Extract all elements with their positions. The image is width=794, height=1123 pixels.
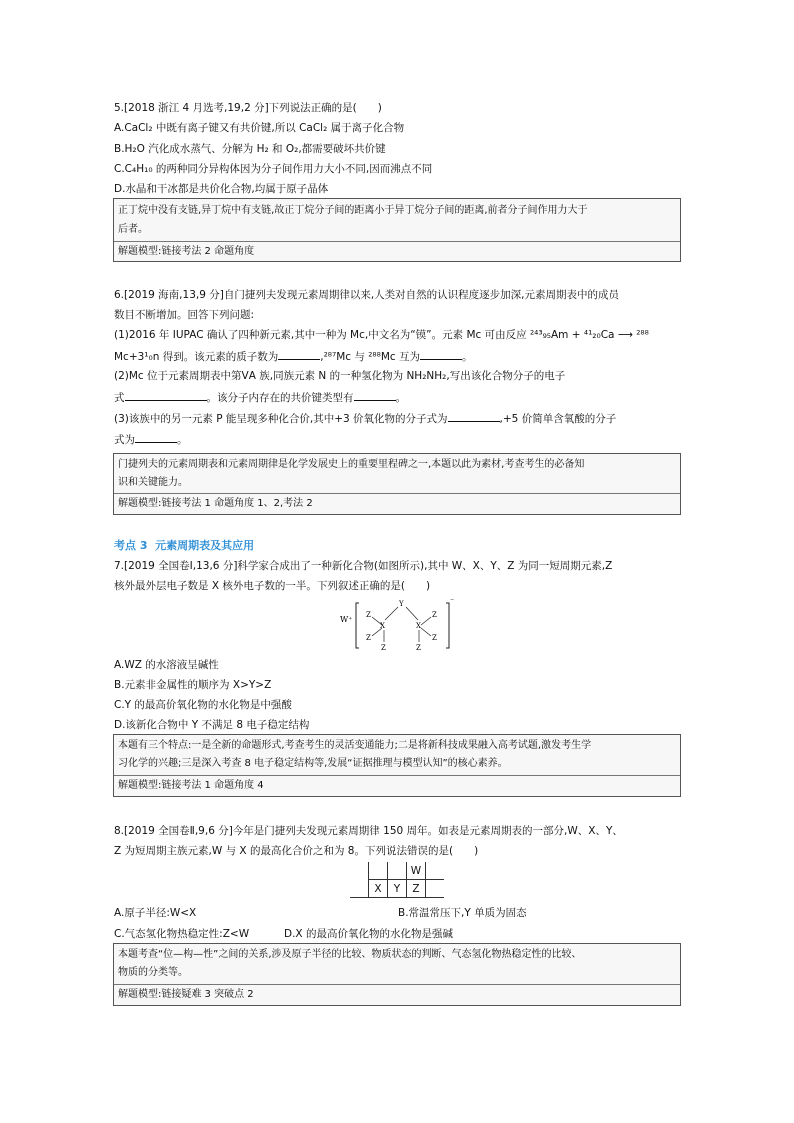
q6-part3-line1	[114, 411, 616, 426]
q6-stem-line1: 6.[2019 海南,13,9 分]自门捷列夫发现元素周期律以来,人类对自然的认识程度逐步加深,元素周期表中的成员	[114, 289, 619, 301]
atom-x: X	[380, 622, 385, 630]
q5-model: 解题模型:链接考法 2 命题角度	[118, 246, 255, 257]
q8-analysis-line2: 物质的分类等。	[118, 967, 188, 978]
atom-z: Z	[366, 634, 371, 642]
q5-option-a: A.CaCl₂ 中既有离子键又有共价键,所以 CaCl₂ 属于离子化合物	[114, 122, 405, 134]
q5-option-b: B.H₂O 汽化成水蒸气、分解为 H₂ 和 O₂,都需要破坏共价键	[114, 143, 386, 155]
atom-y: Y	[399, 600, 404, 608]
q6-model: 解题模型:链接考法 1 命题角度 1、2,考法 2	[118, 498, 313, 509]
q7-analysis-line2: 习化学的兴趣;三是深入考查 8 电子稳定结构等,发展“证据推理与模型认知”的核心素养。	[118, 758, 508, 769]
q6-part1-line2	[114, 349, 473, 364]
table-cell	[350, 862, 369, 880]
answer-blank[interactable]	[420, 349, 462, 360]
q8-stem-line2: Z 为短周期主族元素,W 与 X 的最高化合价之和为 8。下列说法错误的是( )	[114, 845, 479, 857]
periodic-table-fragment	[350, 862, 444, 898]
struct-w-cation: W⁺	[340, 615, 353, 624]
q8-option-c: C.气态氢化物热稳定性:Z<W	[114, 928, 250, 940]
atom-z: Z	[432, 634, 437, 642]
q7-option-a: A.WZ 的水溶液呈碱性	[114, 659, 219, 671]
q6-part1-line1: (1)2016 年 IUPAC 确认了四种新元素,其中一种为 Mc,中文名为“镆”。元素 Mc 可由反应 ²⁴³₉₅Am + ⁴¹₂₀Ca ⟶ ²⁸⁸	[114, 329, 649, 341]
q7-analysis-box	[113, 734, 681, 797]
q6-part1-text-c: 。	[462, 351, 473, 363]
table-row	[350, 862, 444, 880]
q7-option-b: B.元素非金属性的顺序为 X>Y>Z	[114, 679, 272, 691]
q6-part1-text-a: Mc+3¹₀n 得到。该元素的质子数为	[114, 351, 279, 363]
q5-analysis-line1: 正丁烷中没有支链,异丁烷中有支链,故正丁烷分子间的距离小于异丁烷分子间的距离,前者分子间作用力大于	[118, 205, 588, 216]
table-cell-z: Z	[407, 880, 426, 898]
atom-x: X	[416, 622, 421, 630]
right-bracket	[446, 603, 449, 648]
table-cell-x: X	[369, 880, 388, 898]
q5-stem: 5.[2018 浙江 4 月选考,19,2 分]下列说法正确的是( )	[114, 102, 382, 114]
q8-stem-line1: 8.[2019 全国卷Ⅱ,9,6 分]今年是门捷列夫发现元素周期律 150 周年。如表是元素周期表的一部分,W、X、Y、	[114, 825, 623, 837]
q6-analysis-box	[113, 453, 681, 515]
table-cell	[369, 862, 388, 880]
left-bracket	[356, 603, 359, 648]
q7-option-c: C.Y 的最高价氧化物的水化物是中强酸	[114, 699, 292, 711]
table-cell-w: W	[407, 862, 426, 880]
divider	[114, 241, 680, 242]
table-cell	[426, 880, 445, 898]
answer-blank[interactable]	[135, 432, 177, 443]
q6-part3-text-d: 。	[177, 434, 188, 446]
divider	[114, 984, 680, 985]
q6-analysis-line2: 识和关键能力。	[118, 477, 188, 488]
compound-structure-diagram	[340, 598, 456, 654]
q8-model: 解题模型:链接疑难 3 突破点 2	[118, 989, 254, 1000]
section-label: 考点 3	[114, 539, 148, 552]
q6-part2-text-c: 。	[395, 392, 406, 404]
section-heading	[114, 537, 254, 553]
q5-option-c: C.C₄H₁₀ 的两种同分异构体因为分子间作用力大小不同,因而沸点不同	[114, 163, 433, 175]
table-cell	[350, 880, 369, 898]
q7-stem-line1: 7.[2019 全国卷Ⅰ,13,6 分]科学家合成出了一种新化合物(如图所示),其中 W、X、Y、Z 为同一短周期元素,Z	[114, 560, 613, 572]
q6-stem-line2: 数目不断增加。回答下列问题:	[114, 309, 255, 321]
q7-analysis-line1: 本题有三个特点:一是全新的命题形式,考查考生的灵活变通能力;二是将新科技成果融入高考试题,激发考生学	[118, 740, 592, 751]
q6-part2-line2	[114, 390, 406, 405]
table-cell	[426, 862, 445, 880]
q6-part3-text-b: ,+5 价简单含氧酸的分子	[499, 413, 617, 425]
answer-blank[interactable]	[448, 411, 500, 422]
q6-part2-line1: (2)Mc 位于元素周期表中第ⅤA 族,同族元素 N 的一种氢化物为 NH₂NH₂,写出该化合物分子的电子	[114, 370, 566, 382]
q6-part3-text-c: 式为	[114, 434, 135, 446]
atom-z: Z	[381, 644, 386, 652]
struct-atoms	[366, 600, 437, 652]
atom-z: Z	[366, 611, 371, 619]
table-cell-y: Y	[388, 880, 407, 898]
atom-z: Z	[416, 644, 421, 652]
q6-analysis-line1: 门捷列夫的元素周期表和元素周期律是化学发展史上的重要里程碑之一,本题以此为素材,考查考生的必备知	[118, 459, 585, 470]
divider	[114, 493, 680, 494]
q8-analysis-line1: 本题考查“位—构—性”之间的关系,涉及原子半径的比较、物质状态的判断、气态氢化物热稳定性的比较、	[118, 949, 582, 960]
answer-blank[interactable]	[278, 349, 320, 360]
q7-option-d: D.该新化合物中 Y 不满足 8 电子稳定结构	[114, 719, 310, 731]
q8-option-b: B.常温常压下,Y 单质为固态	[398, 907, 527, 919]
q6-part1-text-b: ,²⁸⁷Mc 与 ²⁸⁸Mc 互为	[320, 351, 421, 363]
q6-part3-text-a: (3)该族中的另一元素 P 能呈现多种化合价,其中+3 价氧化物的分子式为	[114, 413, 448, 425]
q5-option-d: D.水晶和干冰都是共价化合物,均属于原子晶体	[114, 183, 329, 195]
q5-analysis-line2: 后者。	[118, 224, 148, 235]
q6-part2-text-b: 。该分子内存在的共价键类型有	[206, 392, 354, 404]
q6-part2-text-a: 式	[114, 392, 125, 404]
answer-blank[interactable]	[125, 390, 207, 401]
q7-stem-line2: 核外最外层电子数是 X 核外电子数的一半。下列叙述正确的是( )	[114, 580, 431, 592]
section-title: 元素周期表及其应用	[155, 539, 255, 552]
table-row	[350, 880, 444, 898]
struct-charge: ⁻	[450, 598, 455, 606]
atom-z: Z	[432, 611, 437, 619]
table-cell	[388, 862, 407, 880]
q8-analysis-box	[113, 943, 681, 1006]
q8-option-d: D.X 的最高价氧化物的水化物是强碱	[284, 928, 453, 940]
q8-option-a: A.原子半径:W<X	[114, 907, 197, 919]
answer-blank[interactable]	[354, 390, 396, 401]
q5-analysis-box	[113, 198, 681, 262]
q7-model: 解题模型:链接考法 1 命题角度 4	[118, 780, 264, 791]
divider	[114, 775, 680, 776]
q6-part3-line2	[114, 432, 188, 447]
